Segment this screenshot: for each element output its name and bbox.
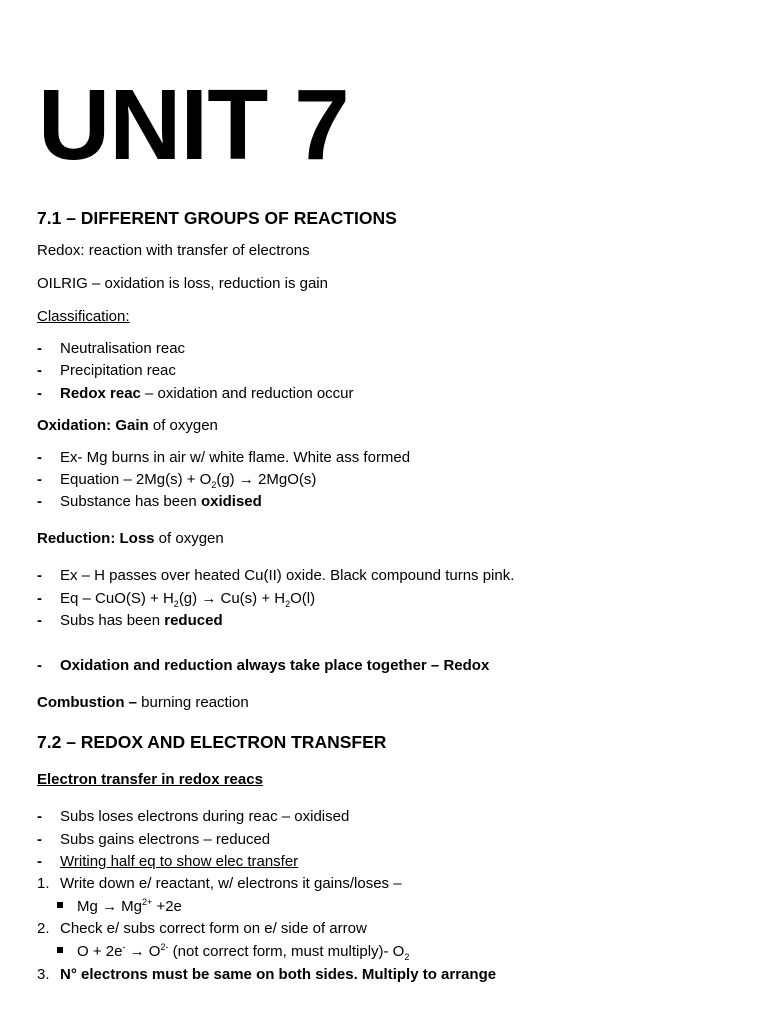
list-item: - Redox reac – oxidation and reduction occur [37,385,354,402]
list-item: - Precipitation reac [37,362,176,379]
list-item: - Oxidation and reduction always take place together – Redox [37,657,490,674]
section-heading-7-2: 7.2 – REDOX AND ELECTRON TRANSFER [37,732,387,752]
sub-bullet: $Mg \to Mg^{2+} +2e$ [57,898,182,916]
combustion-line: Combustion – burning reaction [37,694,249,711]
square-bullet-icon [57,947,63,953]
list-item: - Subs has been reduced [37,612,223,629]
list-item: - Subs loses electrons during reac – oxidised [37,808,350,825]
oilrig-line: OILRIG – oxidation is loss, reduction is gain [37,275,328,292]
sub-bullet: $O + 2e^- \to O^{2-}$ (not correct form, must multiply)- $O_2$ [57,943,409,961]
numbered-step: 3. N° electrons must be same on both sides. Multiply to arrange [37,966,497,983]
numbered-step: 2. Check e/ subs correct form on e/ side of arrow [37,920,367,937]
subheading-electron-transfer: Electron transfer in redox reacs [37,771,263,788]
list-item: - $Eq - CuO(S) + H_2(g) \to Cu(s) + H_2O(l)$ [37,590,316,609]
classification-label: Classification: [37,308,130,325]
reduction-heading: Reduction: Loss of oxygen [37,530,224,547]
list-item: - Equation – $2Mg(s) + O_2(g) \to 2MgO(s)$ [37,471,317,490]
list-item: - Subs gains electrons – reduced [37,831,271,848]
square-bullet-icon [57,902,63,908]
list-item: - Neutralisation reac [37,340,186,357]
list-item: - Ex- Mg burns in air w/ white flame. White ass formed [37,449,411,466]
list-item: - Substance has been oxidised [37,493,262,510]
oxidation-heading: Oxidation: Gain of oxygen [37,417,218,434]
list-item: - Ex – H passes over heated Cu(II) oxide. Black compound turns pink. [37,567,515,584]
unit-title: UNIT 7 [38,69,349,181]
list-item: - Writing half eq to show elec transfer [37,853,299,870]
redox-definition: Redox: reaction with transfer of electrons [37,242,310,259]
section-heading-7-1: 7.1 – DIFFERENT GROUPS OF REACTIONS [37,208,397,228]
numbered-step: 1. Write down e/ reactant, w/ electrons it gains/loses – [37,875,402,892]
